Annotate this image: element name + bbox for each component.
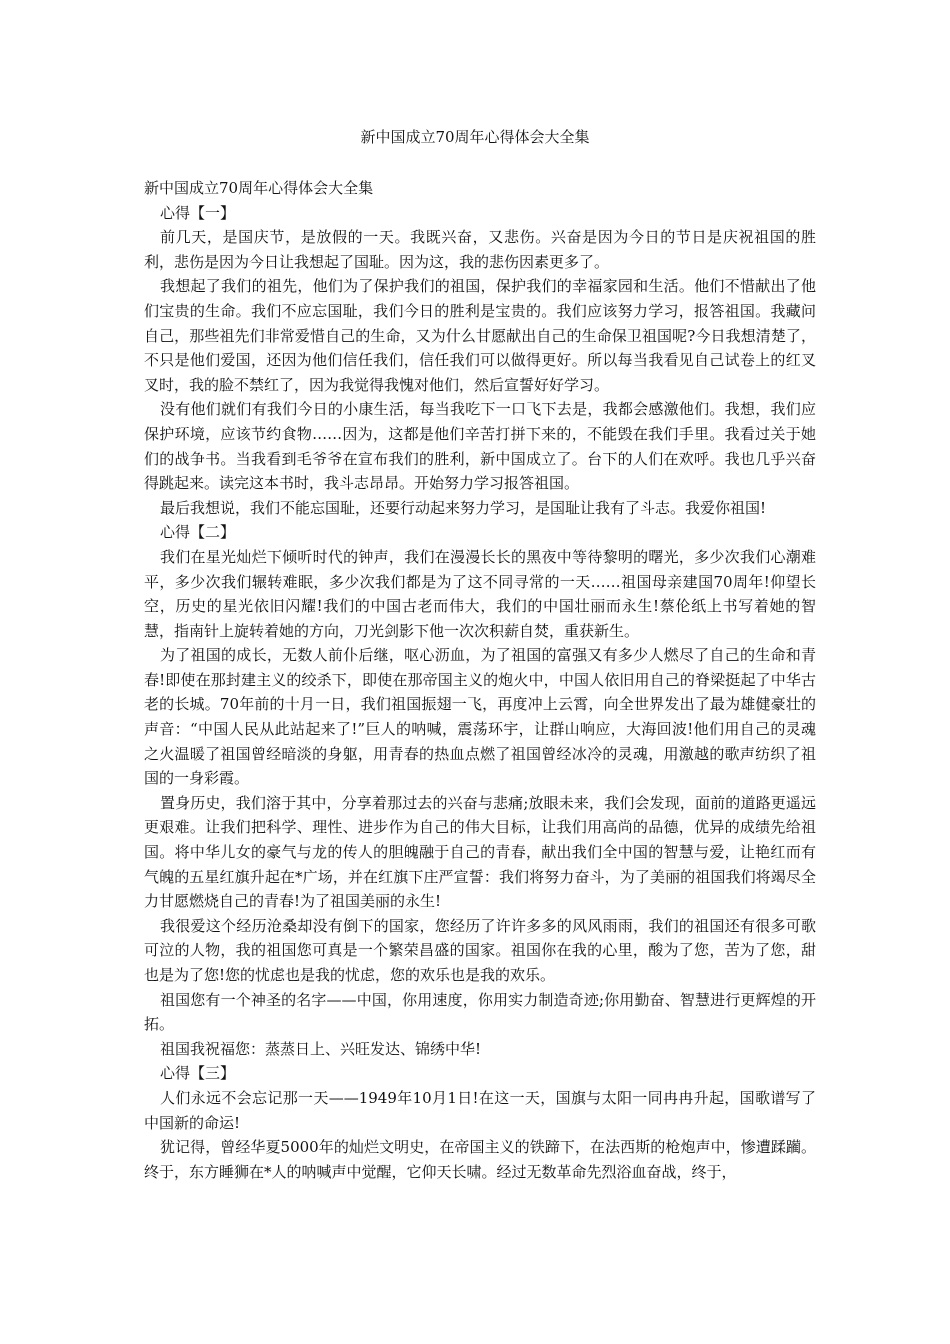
paragraph: 祖国您有一个神圣的名字——中国，你用速度，你用实力制造奇迹;你用勤奋、智慧进行更辉煌的开拓。 <box>144 990 816 1034</box>
document-subtitle: 新中国成立70周年心得体会大全集 <box>144 179 374 197</box>
paragraph: 没有他们就们有我们今日的小康生活，每当我吃下一口飞下去是，我都会感激他们。我想，我们应保护环境，应该节约食物……因为，这都是他们辛苦打拼下来的，不能毁在我们手里。我看过关于她们的战争书。当我看到毛爷爷在宣布我们的胜利，新中国成立了。台下的人们在欢呼。我也几乎兴奋得跳起来。读完这本书时，我斗志昂昂。开始努力学习报答祖国。 <box>144 400 816 493</box>
paragraph: 我想起了我们的祖先，他们为了保护我们的祖国，保护我们的幸福家园和生活。他们不惜献出了他们宝贵的生命。我们不应忘国耻，我们今日的胜利是宝贵的。我们应该努力学习，报答祖国。我藏问自己，那些祖先们非常爱惜自己的生命，又为什么甘愿献出自己的生命保卫祖国呢?今日我想清楚了，不只是他们爱国，还因为他们信任我们，信任我们可以做得更好。所以每当我看见自己试卷上的红叉叉时，我的脸不禁红了，因为我觉得我愧对他们，然后宣誓好好学习。 <box>144 277 816 394</box>
section-heading: 心得【三】 <box>160 1064 236 1083</box>
section-heading: 心得【一】 <box>160 203 236 222</box>
paragraph: 我很爱这个经历沧桑却没有倒下的国家，您经历了许许多多的风风雨雨，我们的祖国还有很多可歌可泣的人物，我的祖国您可真是一个繁荣昌盛的国家。祖国你在我的心里，酸为了您，苦为了您，甜也是为了您!您的忧虑也是我的忧虑，您的欢乐也是我的欢乐。 <box>144 916 816 984</box>
paragraph: 我们在星光灿烂下倾听时代的钟声，我们在漫漫长长的黑夜中等待黎明的曙光，多少次我们心潮难平，多少次我们辗转难眠，多少次我们都是为了这不同寻常的一天……祖国母亲建国70周年!仰望长空，历史的星光依旧闪耀!我们的中国古老而伟大，我们的中国壮丽而永生!蔡伦纸上书写着她的智慧，指南针上旋转着她的方向，刀光剑影下他一次次积薪自焚，重获新生。 <box>144 547 816 640</box>
paragraph: 置身历史，我们溶于其中，分享着那过去的兴奋与悲痛;放眼未来，我们会发现，面前的道路更遥远更艰难。让我们把科学、理性、进步作为自己的伟大目标，让我们用高尚的品德，优异的成绩先给祖国。将中华儿女的豪气与龙的传人的胆魄融于自己的青春，献出我们全中国的智慧与爱，让艳红而有气魄的五星红旗升起在*广场，并在红旗下庄严宣誓：我们将努力奋斗，为了美丽的祖国我们将竭尽全力甘愿燃烧自己的青春!为了祖国美丽的永生! <box>144 793 816 911</box>
document-body <box>144 176 816 1184</box>
paragraph: 前几天，是国庆节，是放假的一天。我既兴奋，又悲伤。兴奋是因为今日的节日是庆祝祖国的胜利，悲伤是因为今日让我想起了国耻。因为这，我的悲伤因素更多了。 <box>144 228 816 271</box>
paragraph: 为了祖国的成长，无数人前仆后继，呕心沥血，为了祖国的富强又有多少人燃尽了自己的生命和青春!即使在那封建主义的绞杀下，即使在那帝国主义的炮火中，中国人依旧用自己的脊梁挺起了中华古老的长城。70年前的十月一日，我们祖国振翅一飞，再度冲上云霄，向全世界发出了最为雄健豪壮的声音：“中国人民从此站起来了!”巨人的呐喊，震荡环宇，让群山响应，大海回波!他们用自己的灵魂之火温暖了祖国曾经暗淡的身躯，用青春的热血点燃了祖国曾经冰冷的灵魂，用激越的歌声纺织了祖国的一身彩霞。 <box>144 646 816 788</box>
paragraph: 祖国我祝福您：蒸蒸日上、兴旺发达、锦绣中华! <box>160 1039 482 1058</box>
paragraph: 人们永远不会忘记那一天——1949年10月1日!在这一天，国旗与太阳一同冉冉升起，国歌谱写了中国新的命运! <box>144 1088 816 1132</box>
paragraph: 犹记得，曾经华夏5000年的灿烂文明史，在帝国主义的铁蹄下，在法西斯的枪炮声中，惨遭蹂躏。终于，东方睡狮在*人的呐喊声中觉醒，它仰天长啸。经过无数革命先烈浴血奋战，终于， <box>144 1138 816 1181</box>
paragraph: 最后我想说，我们不能忘国耻，还要行动起来努力学习，是国耻让我有了斗志。我爱你祖国! <box>160 498 767 517</box>
section-heading: 心得【二】 <box>160 523 236 542</box>
document-title: 新中国成立70周年心得体会大全集 <box>360 128 590 146</box>
